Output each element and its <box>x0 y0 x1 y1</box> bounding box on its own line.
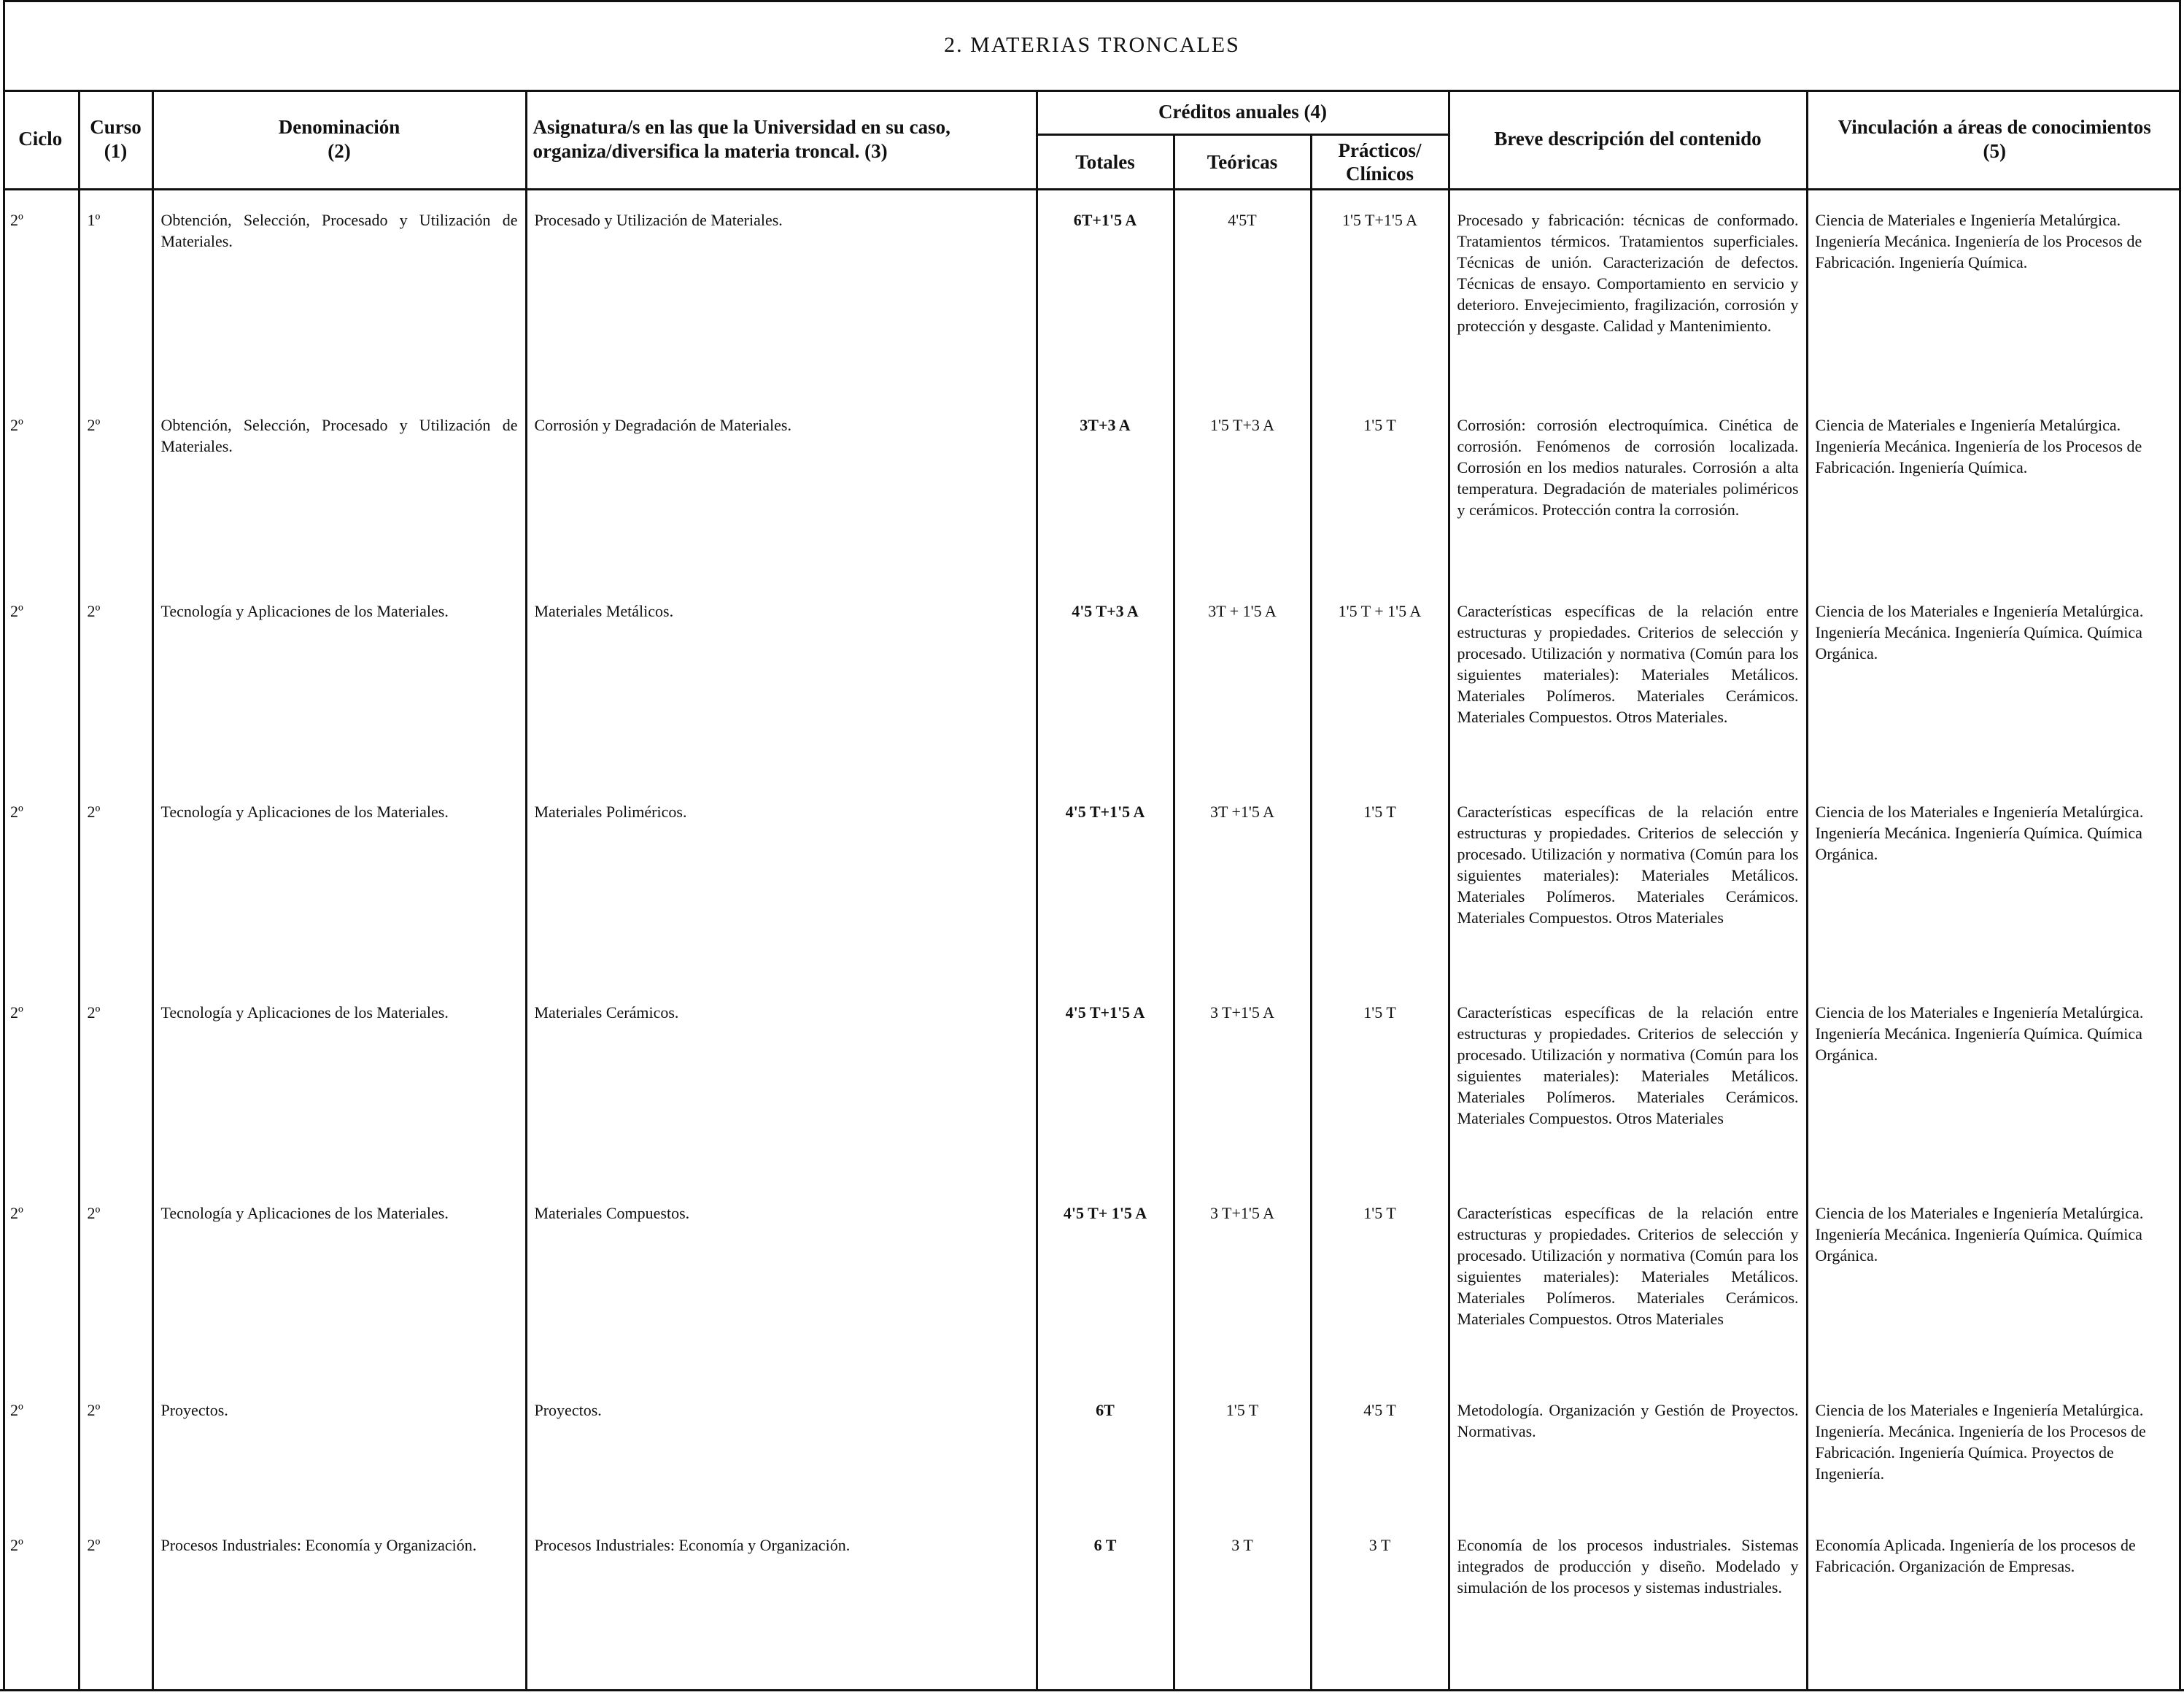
cell-descripcion: Características específicas de la relación entre estructuras y propiedades. Criterios de selección y procesado. Utilización y normativa (Común para los siguientes materiales): Materiales Metálicos. Materiales Polímeros. Materiales Cerámicos. Materiales Compuestos. Otros Materiales <box>1449 782 1807 983</box>
table-row <box>3 582 2181 782</box>
cell-asignatura: Materiales Poliméricos. <box>526 782 1037 983</box>
header-creditos: Créditos anuales (4) <box>1037 90 1449 135</box>
cell-descripcion: Economía de los procesos industriales. Sistemas integrados de producción y diseño. Modelado y simulación de los procesos y sistemas industriales. <box>1449 1516 1807 1691</box>
cell-denominacion: Obtención, Selección, Procesado y Utilización de Materiales. <box>152 190 526 395</box>
cell-curso: 2º <box>79 1381 152 1516</box>
table-row <box>3 1516 2181 1691</box>
cell-denominacion: Proyectos. <box>152 1381 526 1516</box>
cell-asignatura: Materiales Compuestos. <box>526 1184 1037 1381</box>
header-totales: Totales <box>1037 135 1174 190</box>
cell-totales: 6 T <box>1037 1516 1174 1691</box>
materias-table <box>3 90 2181 1691</box>
cell-teoricas: 1'5 T+3 A <box>1174 395 1311 582</box>
cell-asignatura: Materiales Cerámicos. <box>526 983 1037 1184</box>
cell-practicos: 1'5 T <box>1311 983 1449 1184</box>
cell-asignatura: Corrosión y Degradación de Materiales. <box>526 395 1037 582</box>
cell-curso: 2º <box>79 1184 152 1381</box>
table-header <box>3 90 2181 190</box>
cell-vinculacion: Ciencia de los Materiales e Ingeniería Metalúrgica. Ingeniería. Mecánica. Ingeniería de los Procesos de Fabricación. Ingeniería Química. Proyectos de Ingeniería. <box>1807 1381 2181 1516</box>
cell-descripcion: Procesado y fabricación: técnicas de conformado. Tratamientos térmicos. Tratamientos superficiales. Técnicas de unión. Caracterización de defectos. Técnicas de ensayo. Comportamiento en servicio y deterioro. Envejecimiento, fragilización, corrosión y protección y desgaste. Calidad y Mantenimiento. <box>1449 190 1807 395</box>
title-bar <box>3 0 2181 92</box>
cell-denominacion: Tecnología y Aplicaciones de los Materiales. <box>152 1184 526 1381</box>
cell-totales: 4'5 T+3 A <box>1037 582 1174 782</box>
table-body <box>3 190 2181 1691</box>
cell-asignatura: Materiales Metálicos. <box>526 582 1037 782</box>
cell-asignatura: Procesos Industriales: Economía y Organización. <box>526 1516 1037 1691</box>
cell-curso: 2º <box>79 782 152 983</box>
cell-descripcion: Corrosión: corrosión electroquímica. Cinética de corrosión. Fenómenos de corrosión localizada. Corrosión en los medios naturales. Corrosión a alta temperatura. Degradación de materiales poliméricos y cerámicos. Protección contra la corrosión. <box>1449 395 1807 582</box>
cell-vinculacion: Ciencia de los Materiales e Ingeniería Metalúrgica. Ingeniería Mecánica. Ingeniería Química. Química Orgánica. <box>1807 1184 2181 1381</box>
cell-curso: 2º <box>79 983 152 1184</box>
cell-ciclo: 2º <box>10 1203 23 1222</box>
cell-vinculacion: Ciencia de los Materiales e Ingeniería Metalúrgica. Ingeniería Mecánica. Ingeniería Química. Química Orgánica. <box>1807 983 2181 1184</box>
header-curso: Curso (1) <box>79 90 152 190</box>
header-denominacion: Denominación (2) <box>152 90 526 190</box>
header-asignatura: Asignatura/s en las que la Universidad en su caso, organiza/diversifica la materia troncal. (3) <box>526 90 1037 190</box>
cell-denominacion: Tecnología y Aplicaciones de los Materiales. <box>152 782 526 983</box>
cell-asignatura: Proyectos. <box>526 1381 1037 1516</box>
cell-vinculacion: Economía Aplicada. Ingeniería de los procesos de Fabricación. Organización de Empresas. <box>1807 1516 2181 1691</box>
cell-curso: 1º <box>79 190 152 395</box>
cell-totales: 4'5 T+ 1'5 A <box>1037 1184 1174 1381</box>
cell-descripcion: Características específicas de la relación entre estructuras y propiedades. Criterios de selección y procesado. Utilización y normativa (Común para los siguientes materiales): Materiales Metálicos. Materiales Polímeros. Materiales Cerámicos. Materiales Compuestos. Otros Materiales. <box>1449 582 1807 782</box>
cell-curso: 2º <box>79 395 152 582</box>
cell-ciclo: 2º <box>10 1535 23 1554</box>
cell-curso: 2º <box>79 1516 152 1691</box>
cell-ciclo: 2º <box>10 211 23 229</box>
cell-ciclo: 2º <box>10 1003 23 1022</box>
cell-vinculacion: Ciencia de los Materiales e Ingeniería Metalúrgica. Ingeniería Mecánica. Ingeniería Química. Química Orgánica. <box>1807 782 2181 983</box>
table-row <box>3 1381 2181 1516</box>
cell-denominacion: Obtención, Selección, Procesado y Utilización de Materiales. <box>152 395 526 582</box>
cell-teoricas: 3 T+1'5 A <box>1174 983 1311 1184</box>
cell-practicos: 3 T <box>1311 1516 1449 1691</box>
bottom-rule <box>0 1689 2184 1691</box>
header-teoricas: Teóricas <box>1174 135 1311 190</box>
cell-ciclo: 2º <box>10 601 23 620</box>
table-row <box>3 1184 2181 1381</box>
cell-ciclo: 2º <box>10 1400 23 1419</box>
header-vinculacion: Vinculación a áreas de conocimientos (5) <box>1807 90 2181 190</box>
cell-denominacion: Tecnología y Aplicaciones de los Materiales. <box>152 983 526 1184</box>
cell-vinculacion: Ciencia de Materiales e Ingeniería Metalúrgica. Ingeniería Mecánica. Ingeniería de los Procesos de Fabricación. Ingeniería Química. <box>1807 190 2181 395</box>
document-title: 2. MATERIAS TRONCALES <box>944 32 1240 57</box>
cell-asignatura: Procesado y Utilización de Materiales. <box>526 190 1037 395</box>
cell-teoricas: 4'5T <box>1174 190 1311 395</box>
cell-teoricas: 3T + 1'5 A <box>1174 582 1311 782</box>
cell-totales: 6T <box>1037 1381 1174 1516</box>
cell-ciclo: 2º <box>10 415 23 434</box>
cell-teoricas: 3 T <box>1174 1516 1311 1691</box>
cell-descripcion: Características específicas de la relación entre estructuras y propiedades. Criterios de selección y procesado. Utilización y normativa (Común para los siguientes materiales): Materiales Metálicos. Materiales Polímeros. Materiales Cerámicos. Materiales Compuestos. Otros Materiales <box>1449 1184 1807 1381</box>
cell-practicos: 1'5 T <box>1311 782 1449 983</box>
cell-ciclo: 2º <box>10 802 23 821</box>
table-row <box>3 190 2181 395</box>
cell-totales: 4'5 T+1'5 A <box>1037 983 1174 1184</box>
cell-vinculacion: Ciencia de Materiales e Ingeniería Metalúrgica. Ingeniería Mecánica. Ingeniería de los Procesos de Fabricación. Ingeniería Química. <box>1807 395 2181 582</box>
cell-denominacion: Procesos Industriales: Economía y Organización. <box>152 1516 526 1691</box>
cell-practicos: 1'5 T+1'5 A <box>1311 190 1449 395</box>
cell-totales: 3T+3 A <box>1037 395 1174 582</box>
cell-practicos: 4'5 T <box>1311 1381 1449 1516</box>
table-row <box>3 983 2181 1184</box>
cell-teoricas: 3 T+1'5 A <box>1174 1184 1311 1381</box>
cell-denominacion: Tecnología y Aplicaciones de los Materiales. <box>152 582 526 782</box>
cell-teoricas: 3T +1'5 A <box>1174 782 1311 983</box>
cell-curso: 2º <box>79 582 152 782</box>
cell-practicos: 1'5 T + 1'5 A <box>1311 582 1449 782</box>
cell-descripcion: Características específicas de la relación entre estructuras y propiedades. Criterios de selección y procesado. Utilización y normativa (Común para los siguientes materiales): Materiales Metálicos. Materiales Polímeros. Materiales Cerámicos. Materiales Compuestos. Otros Materiales <box>1449 983 1807 1184</box>
header-descripcion: Breve descripción del contenido <box>1449 90 1807 190</box>
cell-totales: 4'5 T+1'5 A <box>1037 782 1174 983</box>
header-ciclo: Ciclo <box>3 90 79 190</box>
table-row <box>3 782 2181 983</box>
cell-vinculacion: Ciencia de los Materiales e Ingeniería Metalúrgica. Ingeniería Mecánica. Ingeniería Química. Química Orgánica. <box>1807 582 2181 782</box>
table-row <box>3 395 2181 582</box>
cell-teoricas: 1'5 T <box>1174 1381 1311 1516</box>
cell-descripcion: Metodología. Organización y Gestión de Proyectos. Normativas. <box>1449 1381 1807 1516</box>
cell-practicos: 1'5 T <box>1311 1184 1449 1381</box>
header-practicos: Prácticos/ Clínicos <box>1311 135 1449 190</box>
cell-practicos: 1'5 T <box>1311 395 1449 582</box>
cell-totales: 6T+1'5 A <box>1037 190 1174 395</box>
